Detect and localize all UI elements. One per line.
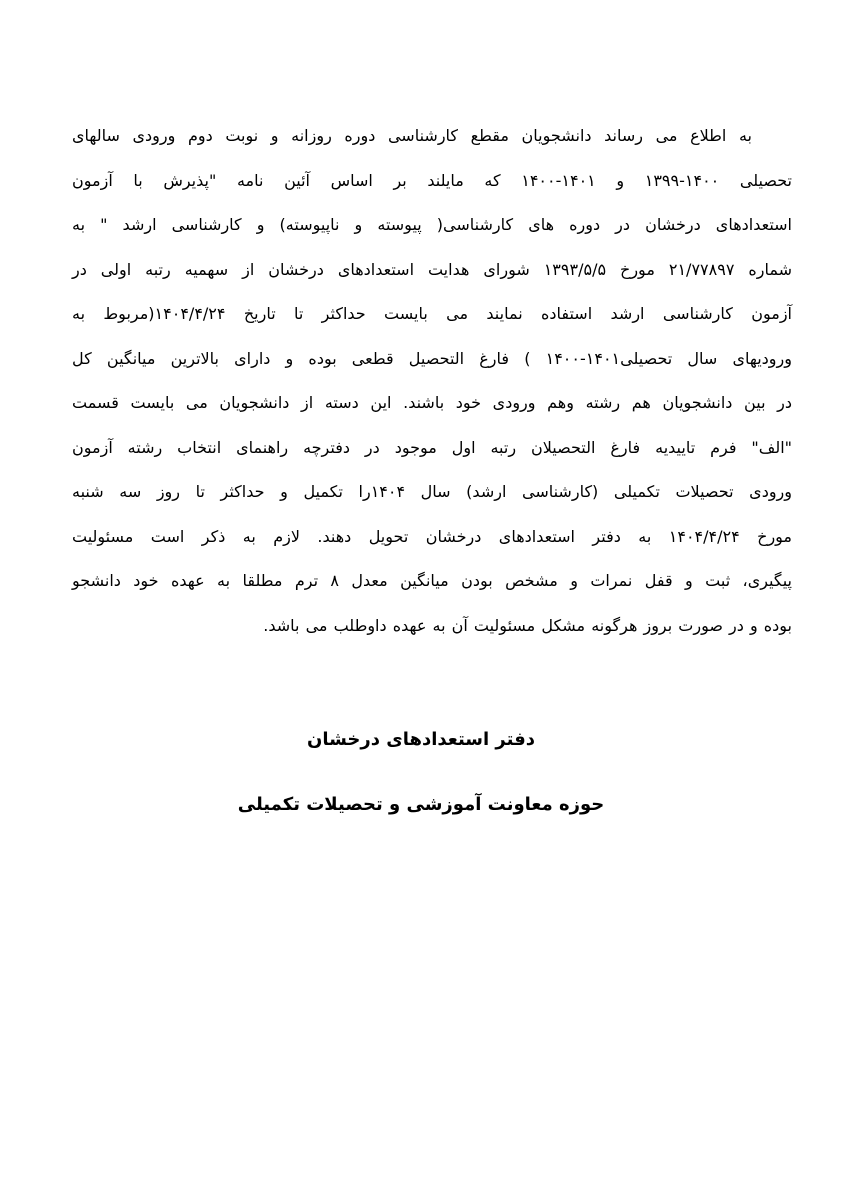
paragraph-line: مورخ ۱۴۰۴/۴/۲۴ به دفتر استعدادهای درخشان تحویل دهند. لازم به ذکر است مسئولیت [72,526,793,546]
paragraph-line: آزمون کارشناسی ارشد استفاده نمایند می بایست حداکثر تا تاریخ ۱۴۰۴/۴/۲۴(مربوط به [72,304,793,323]
paragraph-line: در بین دانشجویان هم رشته وهم ورودی خود باشند. این دسته از دانشجویان می بایست قسمت [72,393,792,412]
signature-block [0,707,842,837]
paragraph-line: به اطلاع می رساند دانشجویان مقطع کارشناسی دوره روزانه و نوبت دوم ورودی سالهای [72,126,752,145]
paragraph-line: شماره ۲۱/۷۷۸۹۷ مورخ ۱۳۹۳/۵/۵ شورای هدایت استعدادهای درخشان از سهمیه رتبه اولی در [72,259,793,279]
paragraph-line: ورودیهای سال تحصیلی۱۴۰۱-۱۴۰۰ ) فارغ التحصیل قطعی بوده و دارای بالاترین میانگین کل [72,348,792,368]
paragraph-line: بوده و در صورت بروز هرگونه مشکل مسئولیت آن به عهده داوطلب می باشد. [263,615,792,635]
signature-department-title: حوزه معاونت آموزشی و تحصیلات تکمیلی [237,794,605,815]
notice-paragraph [72,114,792,648]
paragraph-line: "الف" فرم تاییدیه فارغ التحصیلان رتبه اول موجود در دفترچه راهنمای انتخاب رشته آزمون [72,437,792,457]
paragraph-line: ورودی تحصیلات تکمیلی (کارشناسی ارشد) سال ۱۴۰۴را تکمیل و حداکثر تا روز سه شنبه [72,482,793,501]
paragraph-line: استعدادهای درخشان در دوره های کارشناسی( پیوسته و ناپیوسته) و کارشناسی ارشد " به [72,215,792,234]
signature-office-title: دفتر استعدادهای درخشان [306,729,536,750]
paragraph-line: تحصیلی ۱۴۰۰-۱۳۹۹ و ۱۴۰۱-۱۴۰۰ که مایلند بر اساس آئین نامه "پذیرش با آزمون [72,170,793,190]
paragraph-line: پیگیری، ثبت و قفل نمرات و مشخص بودن میانگین معدل ۸ ترم مطلقا به عهده خود دانشجو [72,571,792,590]
